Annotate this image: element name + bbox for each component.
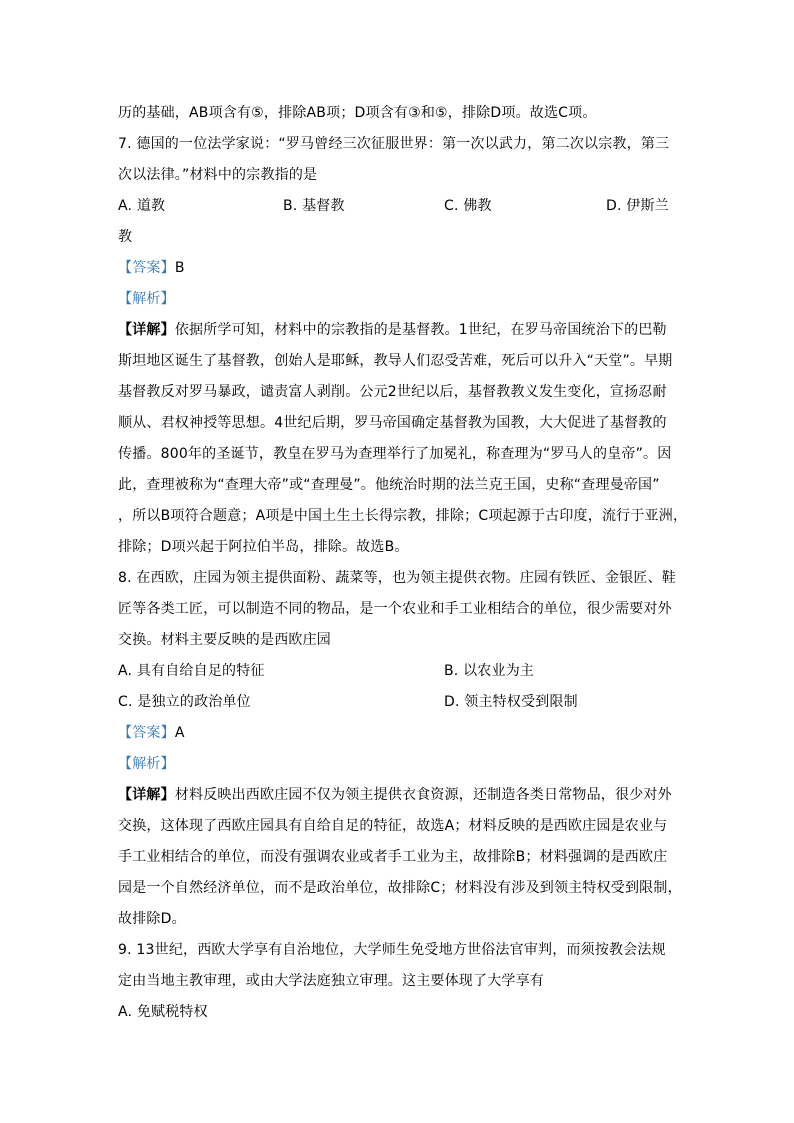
detail-line: 基督教反对罗马暴政，谴责富人剥削。公元2世纪以后，基督教教义发生变化，宣扬忍耐 — [118, 384, 667, 400]
option-d-wrap: 教 — [118, 229, 133, 245]
question-8-stem: 8. 在西欧，庄园为领主提供面粉、蔬菜等，也为领主提供衣物。庄园有铁匠、金银匠、鞋 — [118, 570, 677, 586]
detail-label: 【详解】 — [118, 787, 175, 803]
detail-line: 故排除D。 — [118, 911, 186, 927]
question-9-stem-cont: 定由当地主教审理，或由大学法庭独立审理。这主要体现了大学享有 — [118, 973, 544, 989]
option-a: A. 具有自给自足的特征 — [118, 663, 265, 679]
detail-line: 交换，这体现了西欧庄园具有自给自足的特征，故选A；材料反映的是西欧庄园是农业与 — [118, 818, 668, 834]
question-8-stem-cont: 交换。材料主要反映的是西欧庄园 — [118, 632, 331, 648]
option-c: C. 是独立的政治单位 — [118, 694, 251, 710]
answer-value: A — [174, 725, 185, 741]
answer-label: 【答案】 — [118, 725, 175, 741]
answer-label: 【答案】 — [118, 260, 175, 276]
question-7-options — [118, 191, 678, 222]
question-7-stem-cont: 次以法律。”材料中的宗教指的是 — [118, 167, 318, 183]
option-a: A. 道教 — [118, 198, 166, 214]
question-8-options-row2 — [118, 687, 678, 718]
detail-line: ，所以B项符合题意；A项是中国土生土长得宗教，排除；C项起源于古印度，流行于亚洲， — [118, 508, 688, 524]
question-7-stem: 7. 德国的一位法学家说：“罗马曾经三次征服世界：第一次以武力，第二次以宗教，第三 — [118, 136, 670, 152]
answer-line — [118, 718, 678, 749]
analysis-label: 【解析】 — [118, 291, 175, 307]
detail-line: 斯坦地区诞生了基督教，创始人是耶稣，教导人们忍受苦难，死后可以升入“天堂”。早期 — [118, 353, 673, 369]
detail-line: 手工业相结合的单位，而没有强调农业或者手工业为主，故排除B；材料强调的是西欧庄 — [118, 849, 668, 865]
detail-label: 【详解】 — [118, 322, 175, 338]
document-page — [118, 98, 688, 1028]
detail-line: 顺从、君权神授等思想。4世纪后期，罗马帝国确定基督教为国教，大大促进了基督教的 — [118, 415, 667, 431]
option-d: D. 伊斯兰 — [606, 198, 669, 214]
detail-line: 园是一个自然经济单位，而不是政治单位，故排除C；材料没有涉及到领主特权受到限制， — [118, 880, 682, 896]
detail-line: 传播。800年的圣诞节，教皇在罗马为查理举行了加冕礼，称查理为“罗马人的皇帝”。因 — [118, 446, 672, 462]
answer-value: B — [174, 260, 185, 276]
detail-line: 排除；D项兴起于阿拉伯半岛，排除。故选B。 — [118, 539, 409, 555]
question-8-stem-cont: 匠等各类工匠，可以制造不同的物品，是一个农业和手工业相结合的单位，很少需要对外 — [118, 601, 672, 617]
detail-line — [118, 780, 678, 811]
answer-line — [118, 253, 678, 284]
analysis-label: 【解析】 — [118, 756, 175, 772]
detail-text: 依据所学可知，材料中的宗教指的是基督教。1世纪，在罗马帝国统治下的巴勒 — [174, 322, 667, 338]
option-d: D. 领主特权受到限制 — [444, 694, 578, 710]
text-line: 历的基础，AB项含有⑤，排除AB项；D项含有③和⑤，排除D项。故选C项。 — [118, 105, 597, 121]
detail-text: 材料反映出西欧庄园不仅为领主提供衣食资源，还制造各类日常物品，很少对外 — [174, 787, 672, 803]
option-c: C. 佛教 — [444, 198, 492, 214]
question-8-options-row1 — [118, 656, 678, 687]
option-b: B. 以农业为主 — [444, 663, 535, 679]
question-9-stem: 9. 13世纪，西欧大学享有自治地位，大学师生免受地方世俗法官审判，而须按教会法规 — [118, 942, 666, 958]
option-a: A. 免赋税特权 — [118, 1004, 208, 1020]
detail-line: 此，查理被称为“查理大帝”或“查理曼”。他统治时期的法兰克王国，史称“查理曼帝国” — [118, 477, 660, 493]
option-b: B. 基督教 — [283, 198, 345, 214]
detail-line — [118, 315, 678, 346]
